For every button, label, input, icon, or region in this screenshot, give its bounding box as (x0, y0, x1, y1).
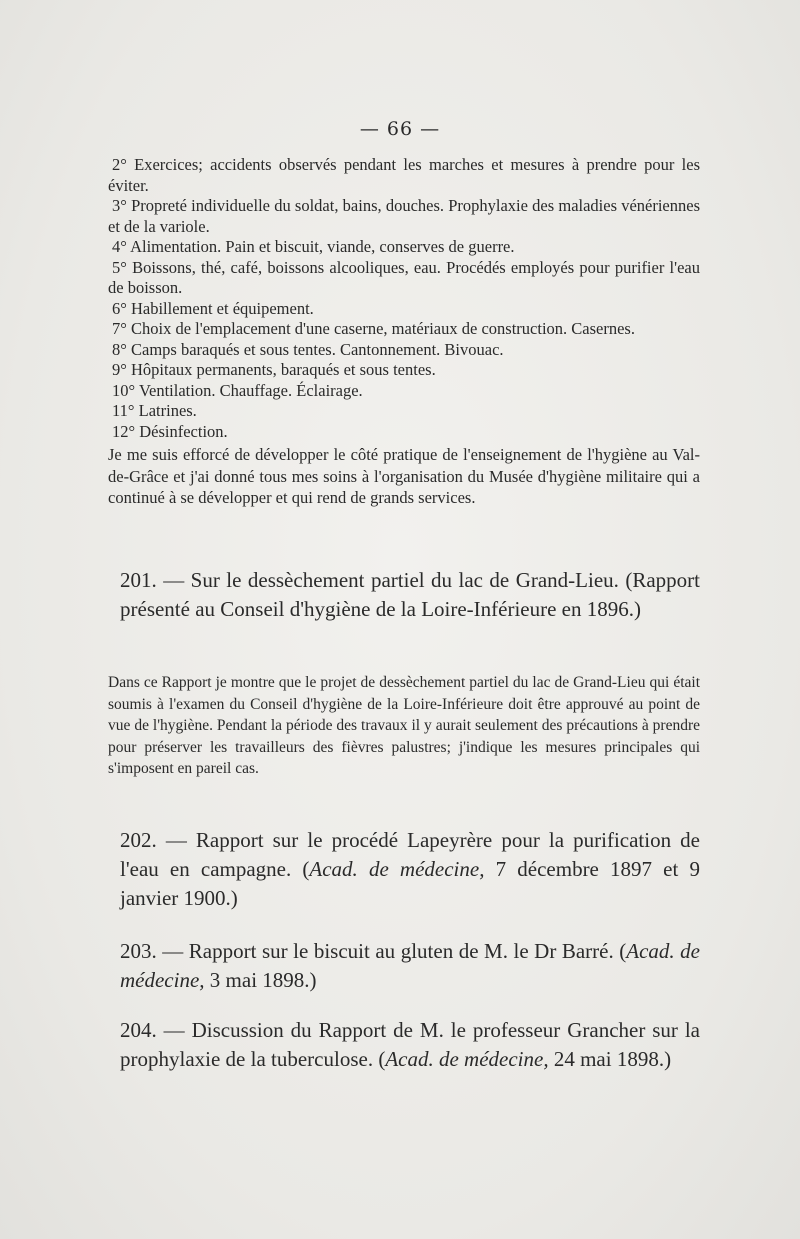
entry-201-body: Dans ce Rapport je montre que le projet de dessèchement partiel du lac de Grand-Lieu qui était soumis à l'examen du Conseil d'hygiène de la Loire-Inférieure doit être approuvé au point de vue de l'hygiène. Pendant la période des travaux il y aurait seulement des précautions à prendre pour préserver les travailleurs des fièvres palustres; j'indique les mesures principales qui s'imposent en pareil cas. (108, 674, 700, 777)
list-item: 3° Propreté individuelle du soldat, bains, douches. Prophylaxie des maladies vénériennes et de la variole. (108, 196, 701, 236)
intro-paragraph: Je me suis efforcé de développer le côté pratique de l'enseignement de l'hygiène au Val-de-Grâce et j'ai donné tous mes soins à l'organisation du Musée d'hygiène militaire qui a continué à se développer et qui rend de grands services. (108, 445, 700, 507)
list-item: 9° Hôpitaux permanents, baraqués et sous tentes. (112, 360, 436, 379)
list-item: 7° Choix de l'emplacement d'une caserne, matériaux de construction. Casernes. (112, 319, 635, 338)
list-item: 5° Boissons, thé, café, boissons alcooliques, eau. Procédés employés pour purifier l'eau de boisson. (108, 257, 701, 297)
list-item: 4° Alimentation. Pain et biscuit, viande, conserves de guerre. (112, 237, 515, 256)
list-item: 11° Latrines. (112, 401, 197, 420)
list-item: 2° Exercices; accidents observés pendant les marches et mesures à prendre pour les éviter. (108, 155, 700, 195)
entry-203-title: 203. — Rapport sur le biscuit au gluten de M. le Dr Barré. (Acad. de médecine, 3 mai 1898.) (120, 939, 701, 992)
page-number: — 66 — (359, 118, 441, 140)
entry-201-title: 201. — Sur le dessèchement partiel du lac de Grand-Lieu. (Rapport présenté au Conseil d'hygiène de la Loire-Inférieure en 1896.) (120, 568, 701, 621)
list-item: 6° Habillement et équipement. (112, 298, 314, 318)
list-item: 10° Ventilation. Chauffage. Éclairage. (112, 380, 363, 400)
list-item: 8° Camps baraqués et sous tentes. Cantonnement. Bivouac. (112, 339, 504, 359)
topic-list (108, 155, 700, 509)
list-item: 12° Désinfection. (112, 421, 228, 441)
entry-202-title: 202. — Rapport sur le procédé Lapeyrère pour la purification de l'eau en campagne. (Acad. de médecine, 7 décembre 1897 et 9 janvier 1900.) (120, 828, 700, 910)
entry-204-title: 204. — Discussion du Rapport de M. le professeur Grancher sur la prophylaxie de la tuberculose. (Acad. de médecine, 24 mai 1898.) (120, 1018, 700, 1071)
